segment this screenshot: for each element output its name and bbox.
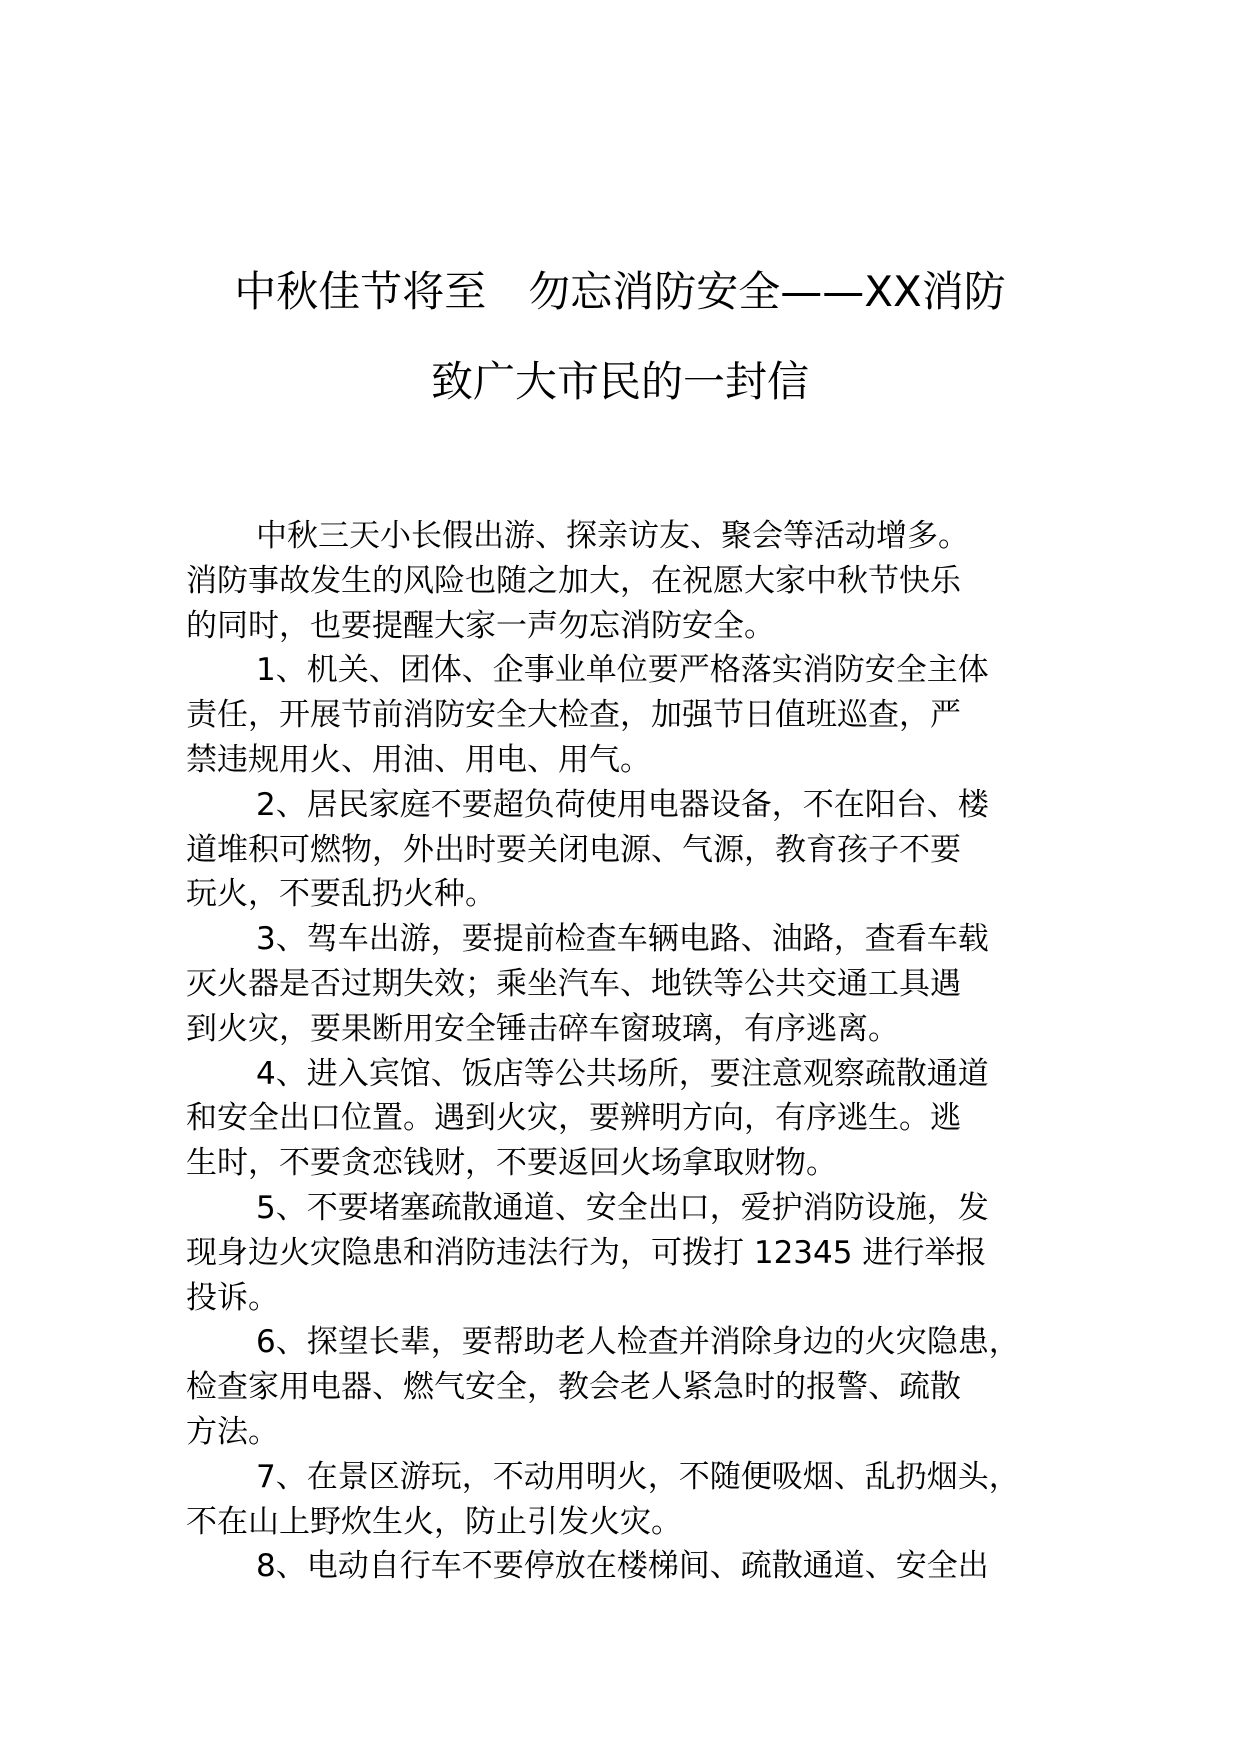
body-line: 到火灾，要果断用安全锤击碎车窗玻璃，有序逃离。 <box>186 1010 899 1047</box>
body-line: 6、探望长辈，要帮助老人检查并消除身边的火灾隐患， <box>256 1324 1020 1361</box>
body-line: 责任，开展节前消防安全大检查，加强节日值班巡查，严 <box>186 697 961 734</box>
body-line: 检查家用电器、燃气安全，教会老人紧急时的报警、疏散 <box>186 1369 961 1406</box>
body-line: 7、在景区游玩，不动用明火，不随便吸烟、乱扔烟头， <box>256 1458 1020 1495</box>
body-line: 灭火器是否过期失效；乘坐汽车、地铁等公共交通工具遇 <box>186 965 961 1002</box>
body-line: 3、驾车出游，要提前检查车辆电路、油路，查看车载 <box>256 921 989 958</box>
body-line: 现身边火灾隐患和消防违法行为，可拨打 12345 进行举报 <box>186 1234 987 1271</box>
body-line: 2、居民家庭不要超负荷使用电器设备，不在阳台、楼 <box>256 786 989 823</box>
body-line: 生时，不要贪恋钱财，不要返回火场拿取财物。 <box>186 1145 837 1182</box>
body-line: 的同时，也要提醒大家一声勿忘消防安全。 <box>186 607 775 644</box>
body-line: 投诉。 <box>186 1279 279 1316</box>
body-line: 4、进入宾馆、饭店等公共场所，要注意观察疏散通道 <box>256 1055 989 1092</box>
body-line: 中秋三天小长假出游、探亲访友、聚会等活动增多。 <box>256 518 969 554</box>
body-line: 道堆积可燃物，外出时要关闭电源、气源，教育孩子不要 <box>186 831 961 868</box>
body-line: 8、电动自行车不要停放在楼梯间、疏散通道、安全出 <box>256 1548 989 1585</box>
body-line: 和安全出口位置。遇到火灾，要辨明方向，有序逃生。逃 <box>186 1100 961 1137</box>
document-title-line-1: 中秋佳节将至 勿忘消防安全——XX消防 <box>234 267 1006 316</box>
document-body <box>186 514 1076 1589</box>
body-line: 禁违规用火、用油、用电、用气。 <box>186 741 651 778</box>
body-line: 消防事故发生的风险也随之加大，在祝愿大家中秋节快乐 <box>186 562 961 599</box>
body-line: 玩火，不要乱扔火种。 <box>186 876 496 913</box>
document-title-line-2: 致广大市民的一封信 <box>430 357 809 406</box>
body-line: 方法。 <box>186 1413 279 1450</box>
body-line: 1、机关、团体、企事业单位要严格落实消防安全主体 <box>256 652 989 689</box>
body-line: 5、不要堵塞疏散通道、安全出口，爱护消防设施，发 <box>256 1189 989 1226</box>
body-line: 不在山上野炊生火，防止引发火灾。 <box>186 1503 682 1540</box>
